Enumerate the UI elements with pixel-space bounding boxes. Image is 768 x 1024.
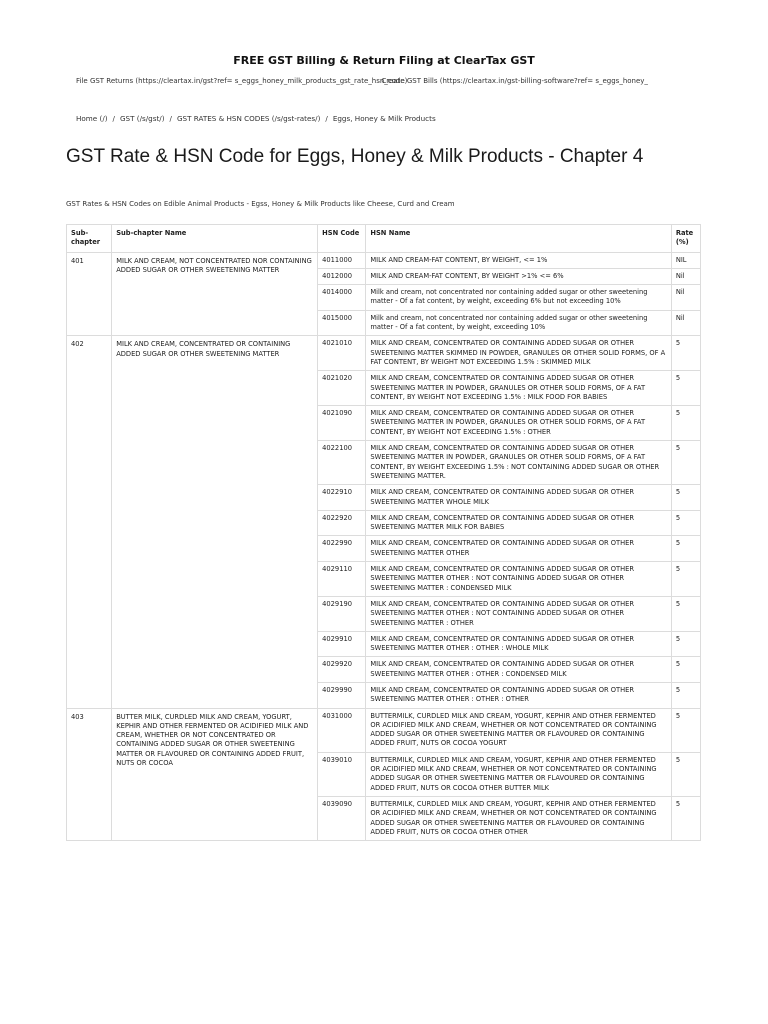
rate-cell: 5	[671, 371, 700, 406]
sub-chapter-cell: 401	[67, 252, 112, 336]
hsn-code-cell: 4039010	[318, 752, 366, 796]
hsn-name-cell: Milk and cream, not concentrated nor containing added sugar or other sweetening matter - Of a fat content, by weight, exceeding 6% but not exceeding 10%	[366, 285, 671, 311]
top-links	[76, 77, 716, 85]
hsn-table	[66, 224, 701, 841]
table-header-row	[67, 225, 701, 253]
page-title: GST Rate & HSN Code for Eggs, Honey & Milk Products - Chapter 4	[66, 146, 644, 167]
header-sub-chapter-name: Sub-chapter Name	[112, 225, 318, 253]
hsn-name-cell: MILK AND CREAM, CONCENTRATED OR CONTAINING ADDED SUGAR OR OTHER SWEETENING MATTER WHOLE MILK	[366, 485, 671, 511]
rate-cell: 5	[671, 631, 700, 657]
breadcrumb-current: Eggs, Honey & Milk Products	[332, 114, 436, 123]
breadcrumb: Home (/) / GST (/s/gst/) / GST RATES & HSN CODES (/s/gst-rates/) / Eggs, Honey & Milk Products	[76, 114, 436, 123]
table-body	[67, 252, 701, 841]
rate-cell: 5	[671, 752, 700, 796]
hsn-code-cell: 4022920	[318, 510, 366, 536]
hsn-code-cell: 4015000	[318, 310, 366, 336]
hsn-name-cell: MILK AND CREAM, CONCENTRATED OR CONTAINING ADDED SUGAR OR OTHER SWEETENING MATTER IN POWDER, GRANULES OR OTHER SOLID FORMS, OF A FAT CONTENT, BY WEIGHT NOT EXCEEDING 1.5% : OTHER	[366, 406, 671, 441]
header-hsn-name: HSN Name	[366, 225, 671, 253]
rate-cell: 5	[671, 562, 700, 597]
hsn-name-cell: BUTTERMILK, CURDLED MILK AND CREAM, YOGURT, KEPHIR AND OTHER FERMENTED OR ACIDIFIED MILK AND CREAM, WHETHER OR NOT CONCENTRATED OR CONTAINING ADDED SUGAR OR OTHER SWEETENING MATTER OR FLAVOURED OR CONTAINING ADDED FRUIT, NUTS OR COCOA OTHER BUTTER MILK	[366, 752, 671, 796]
breadcrumb-gst[interactable]: GST (/s/gst/)	[119, 114, 165, 123]
rate-cell: 5	[671, 536, 700, 562]
rate-cell: 5	[671, 708, 700, 752]
promo-banner[interactable]: FREE GST Billing & Return Filing at ClearTax GST	[233, 54, 535, 67]
hsn-code-cell: 4029990	[318, 682, 366, 708]
hsn-name-cell: MILK AND CREAM-FAT CONTENT, BY WEIGHT, <= 1%	[366, 252, 671, 268]
hsn-code-cell: 4022990	[318, 536, 366, 562]
rate-cell: 5	[671, 336, 700, 371]
hsn-name-cell: MILK AND CREAM, CONCENTRATED OR CONTAINING ADDED SUGAR OR OTHER SWEETENING MATTER OTHER : NOT CONTAINING ADDED SUGAR OR OTHER SWEETENING MATTER : CONDENSED MILK	[366, 562, 671, 597]
file-gst-returns-link[interactable]: File GST Returns (https://cleartax.in/gst?ref= s_eggs_honey_milk_products_gst_rate_hsn_code)	[76, 77, 408, 85]
hsn-code-cell: 4029110	[318, 562, 366, 597]
hsn-name-cell: MILK AND CREAM, CONCENTRATED OR CONTAINING ADDED SUGAR OR OTHER SWEETENING MATTER MILK FOR BABIES	[366, 510, 671, 536]
header-hsn-code: HSN Code	[318, 225, 366, 253]
rate-cell: 5	[671, 485, 700, 511]
hsn-name-cell: MILK AND CREAM, CONCENTRATED OR CONTAINING ADDED SUGAR OR OTHER SWEETENING MATTER OTHER : OTHER : OTHER	[366, 682, 671, 708]
hsn-name-cell: Milk and cream, not concentrated nor containing added sugar or other sweetening matter - Of a fat content, by weight, exceeding 10%	[366, 310, 671, 336]
hsn-name-cell: MILK AND CREAM, CONCENTRATED OR CONTAINING ADDED SUGAR OR OTHER SWEETENING MATTER SKIMMED IN POWDER, GRANULES OR OTHER SOLID FORMS, OF A FAT CONTENT, BY WEIGHT NOT EXCEEDING 1.5% : SKIMMED MILK	[366, 336, 671, 371]
rate-cell: 5	[671, 406, 700, 441]
hsn-code-cell: 4031000	[318, 708, 366, 752]
sub-chapter-name-cell: MILK AND CREAM, CONCENTRATED OR CONTAINING ADDED SUGAR OR OTHER SWEETENING MATTER	[112, 336, 318, 708]
rate-cell: Nil	[671, 310, 700, 336]
hsn-name-cell: MILK AND CREAM, CONCENTRATED OR CONTAINING ADDED SUGAR OR OTHER SWEETENING MATTER OTHER	[366, 536, 671, 562]
hsn-name-cell: BUTTERMILK, CURDLED MILK AND CREAM, YOGURT, KEPHIR AND OTHER FERMENTED OR ACIDIFIED MILK AND CREAM, WHETHER OR NOT CONCENTRATED OR CONTAINING ADDED SUGAR OR OTHER SWEETENING MATTER OR FLAVOURED OR CONTAINING ADDED FRUIT, NUTS OR COCOA OTHER OTHER	[366, 796, 671, 840]
hsn-name-cell: BUTTERMILK, CURDLED MILK AND CREAM, YOGURT, KEPHIR AND OTHER FERMENTED OR ACIDIFIED MILK AND CREAM, WHETHER OR NOT CONCENTRATED OR CONTAINING ADDED SUGAR OR OTHER SWEETENING MATTER OR FLAVOURED OR CONTAINING ADDED FRUIT, NUTS OR COCOA YOGURT	[366, 708, 671, 752]
hsn-name-cell: MILK AND CREAM, CONCENTRATED OR CONTAINING ADDED SUGAR OR OTHER SWEETENING MATTER IN POWDER, GRANULES OR OTHER SOLID FORMS, OF A FAT CONTENT, BY WEIGHT EXCEEDING 1.5% : NOT CONTAINING ADDED SUGAR OR OTHER SWEETENING MATTER.	[366, 441, 671, 485]
page-subtitle: GST Rates & HSN Codes on Edible Animal Products - Egss, Honey & Milk Products like Cheese, Curd and Cream	[66, 200, 455, 208]
rate-cell: 5	[671, 682, 700, 708]
rate-cell: 5	[671, 796, 700, 840]
rate-cell: 5	[671, 441, 700, 485]
rate-cell: NIL	[671, 252, 700, 268]
table-row	[67, 708, 701, 752]
hsn-name-cell: MILK AND CREAM-FAT CONTENT, BY WEIGHT >1% <= 6%	[366, 268, 671, 284]
sub-chapter-cell: 402	[67, 336, 112, 708]
hsn-code-cell: 4012000	[318, 268, 366, 284]
hsn-code-cell: 4022100	[318, 441, 366, 485]
hsn-code-cell: 4022910	[318, 485, 366, 511]
rate-cell: 5	[671, 657, 700, 683]
header-rate: Rate (%)	[671, 225, 700, 253]
rate-cell: 5	[671, 596, 700, 631]
hsn-code-cell: 4029190	[318, 596, 366, 631]
table-row	[67, 252, 701, 268]
hsn-code-cell: 4011000	[318, 252, 366, 268]
sub-chapter-name-cell: MILK AND CREAM, NOT CONCENTRATED NOR CONTAINING ADDED SUGAR OR OTHER SWEETENING MATTER	[112, 252, 318, 336]
rate-cell: Nil	[671, 285, 700, 311]
hsn-name-cell: MILK AND CREAM, CONCENTRATED OR CONTAINING ADDED SUGAR OR OTHER SWEETENING MATTER OTHER : OTHER : WHOLE MILK	[366, 631, 671, 657]
hsn-code-cell: 4021090	[318, 406, 366, 441]
hsn-name-cell: MILK AND CREAM, CONCENTRATED OR CONTAINING ADDED SUGAR OR OTHER SWEETENING MATTER OTHER : OTHER : CONDENSED MILK	[366, 657, 671, 683]
hsn-name-cell: MILK AND CREAM, CONCENTRATED OR CONTAINING ADDED SUGAR OR OTHER SWEETENING MATTER IN POWDER, GRANULES OR OTHER SOLID FORMS, OF A FAT CONTENT, BY WEIGHT NOT EXCEEDING 1.5% : MILK FOOD FOR BABIES	[366, 371, 671, 406]
sub-chapter-name-cell: BUTTER MILK, CURDLED MILK AND CREAM, YOGURT, KEPHIR AND OTHER FERMENTED OR ACIDIFIED MILK AND CREAM, WHETHER OR NOT CONCENTRATED OR CONTAINING ADDED SUGAR OR OTHER SWEETENING MATTER OR FLAVOURED OR CONTAINING ADDED FRUIT, NUTS OR COCOA	[112, 708, 318, 841]
hsn-code-cell: 4029920	[318, 657, 366, 683]
table-row	[67, 336, 701, 371]
create-gst-bills-link[interactable]: Create GST Bills (https://cleartax.in/gst-billing-software?ref= s_eggs_honey_	[381, 77, 648, 85]
hsn-code-cell: 4029910	[318, 631, 366, 657]
hsn-code-cell: 4021010	[318, 336, 366, 371]
breadcrumb-gst-rates[interactable]: GST RATES & HSN CODES (/s/gst-rates/)	[176, 114, 321, 123]
sub-chapter-cell: 403	[67, 708, 112, 841]
hsn-code-cell: 4021020	[318, 371, 366, 406]
rate-cell: 5	[671, 510, 700, 536]
rate-cell: Nil	[671, 268, 700, 284]
hsn-code-cell: 4039090	[318, 796, 366, 840]
header-sub-chapter: Sub-chapter	[67, 225, 112, 253]
breadcrumb-home[interactable]: Home (/)	[76, 114, 108, 123]
hsn-code-cell: 4014000	[318, 285, 366, 311]
hsn-name-cell: MILK AND CREAM, CONCENTRATED OR CONTAINING ADDED SUGAR OR OTHER SWEETENING MATTER OTHER : NOT CONTAINING ADDED SUGAR OR OTHER SWEETENING MATTER : OTHER	[366, 596, 671, 631]
